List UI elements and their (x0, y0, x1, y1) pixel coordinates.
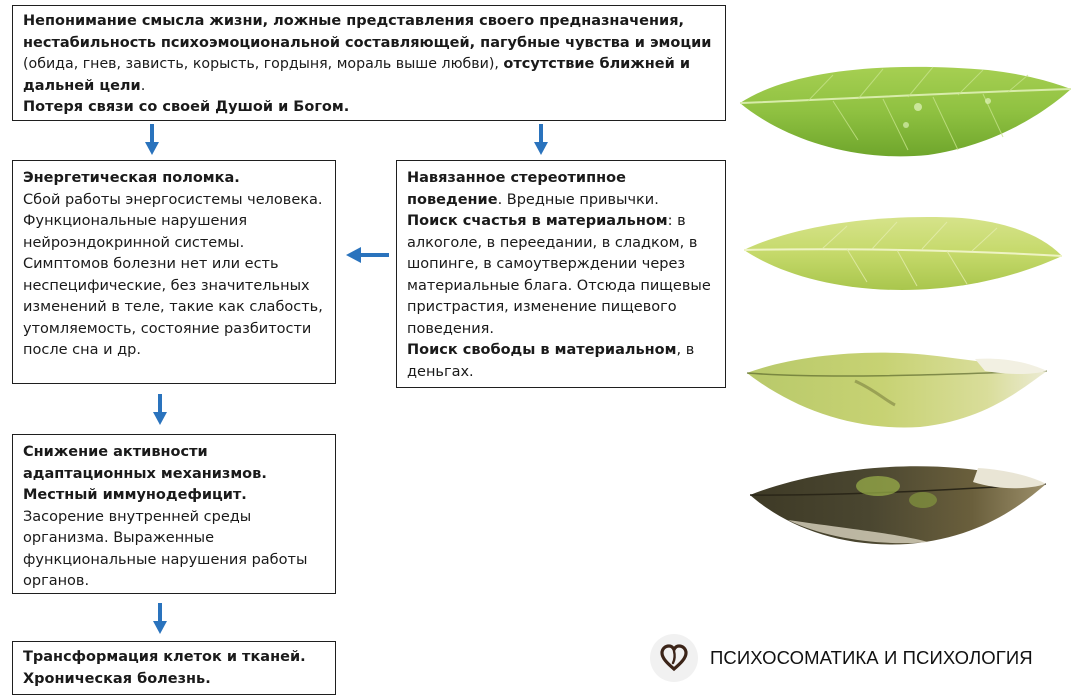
causes-box (12, 5, 726, 121)
behavior-bold-2: Поиск счастья в материальном (407, 213, 668, 229)
brand-name: ПСИХОСОМАТИКА И ПСИХОЛОГИЯ (710, 647, 1033, 668)
behavior-box (396, 160, 726, 388)
heart-logo-icon (650, 634, 698, 682)
energy-box (12, 160, 336, 384)
arrow-down-adaptation (152, 394, 168, 426)
causes-text-2: . (140, 77, 146, 94)
energy-text-2: Симптомов болезни нет или есть неспецифические, без значительных изменений в теле, такие как слабость, утомляемость, состояние разбитости после сна и др. (23, 256, 323, 358)
arrow-down-left (144, 124, 160, 156)
adaptation-bold-1: Снижение активности адаптационных механизмов. (23, 444, 267, 482)
arrow-left (346, 246, 390, 264)
causes-bold-3: Потеря связи со своей Душой и Богом. (23, 99, 350, 115)
behavior-bold-3: Поиск свободы в материальном (407, 342, 677, 358)
behavior-text-2: : в алкоголе, в переедании, в сладком, в шопинге, в самоутверждении через материальные блага. Отсюда пищевые пристрастия, изменение пищевого поведения. (407, 213, 711, 337)
brand-block (650, 634, 1033, 682)
transform-bold-2: Хроническая болезнь. (23, 670, 211, 687)
wilting-leaf-image (745, 345, 1050, 430)
energy-text-1: Сбой работы энергосистемы человека. Функциональные нарушения нейроэндокринной системы. (23, 191, 323, 251)
healthy-leaf-image (738, 55, 1074, 160)
transform-bold-1: Трансформация клеток и тканей. (23, 649, 306, 665)
adaptation-bold-2: Местный иммунодефицит. (23, 487, 247, 503)
energy-bold-1: Энергетическая поломка. (23, 170, 240, 186)
causes-text-1: (обида, гнев, зависть, корысть, гордыня, мораль выше любви), (23, 56, 504, 72)
arrow-down-transform (152, 603, 168, 635)
adaptation-box (12, 434, 336, 594)
arrow-down-right (533, 124, 549, 156)
adaptation-text-1: Засорение внутренней среды организма. Выраженные функциональные нарушения работы органов. (23, 508, 308, 589)
behavior-bold-1: Навязанное стереотипное поведение (407, 170, 626, 208)
yellowing-leaf-image (742, 210, 1064, 295)
causes-bold-1: Непонимание смысла жизни, ложные представления своего предназначения, нестабильность психоэмоциональной составляющей, пагубные чувства и эмоции (23, 13, 712, 51)
dying-leaf-image (748, 460, 1048, 548)
transform-box (12, 641, 336, 695)
behavior-text-3: , в деньгах. (407, 342, 695, 380)
causes-bold-2: отсутствие ближней и дальней цели (23, 56, 690, 94)
behavior-text-1: . Вредные привычки. (497, 191, 659, 208)
